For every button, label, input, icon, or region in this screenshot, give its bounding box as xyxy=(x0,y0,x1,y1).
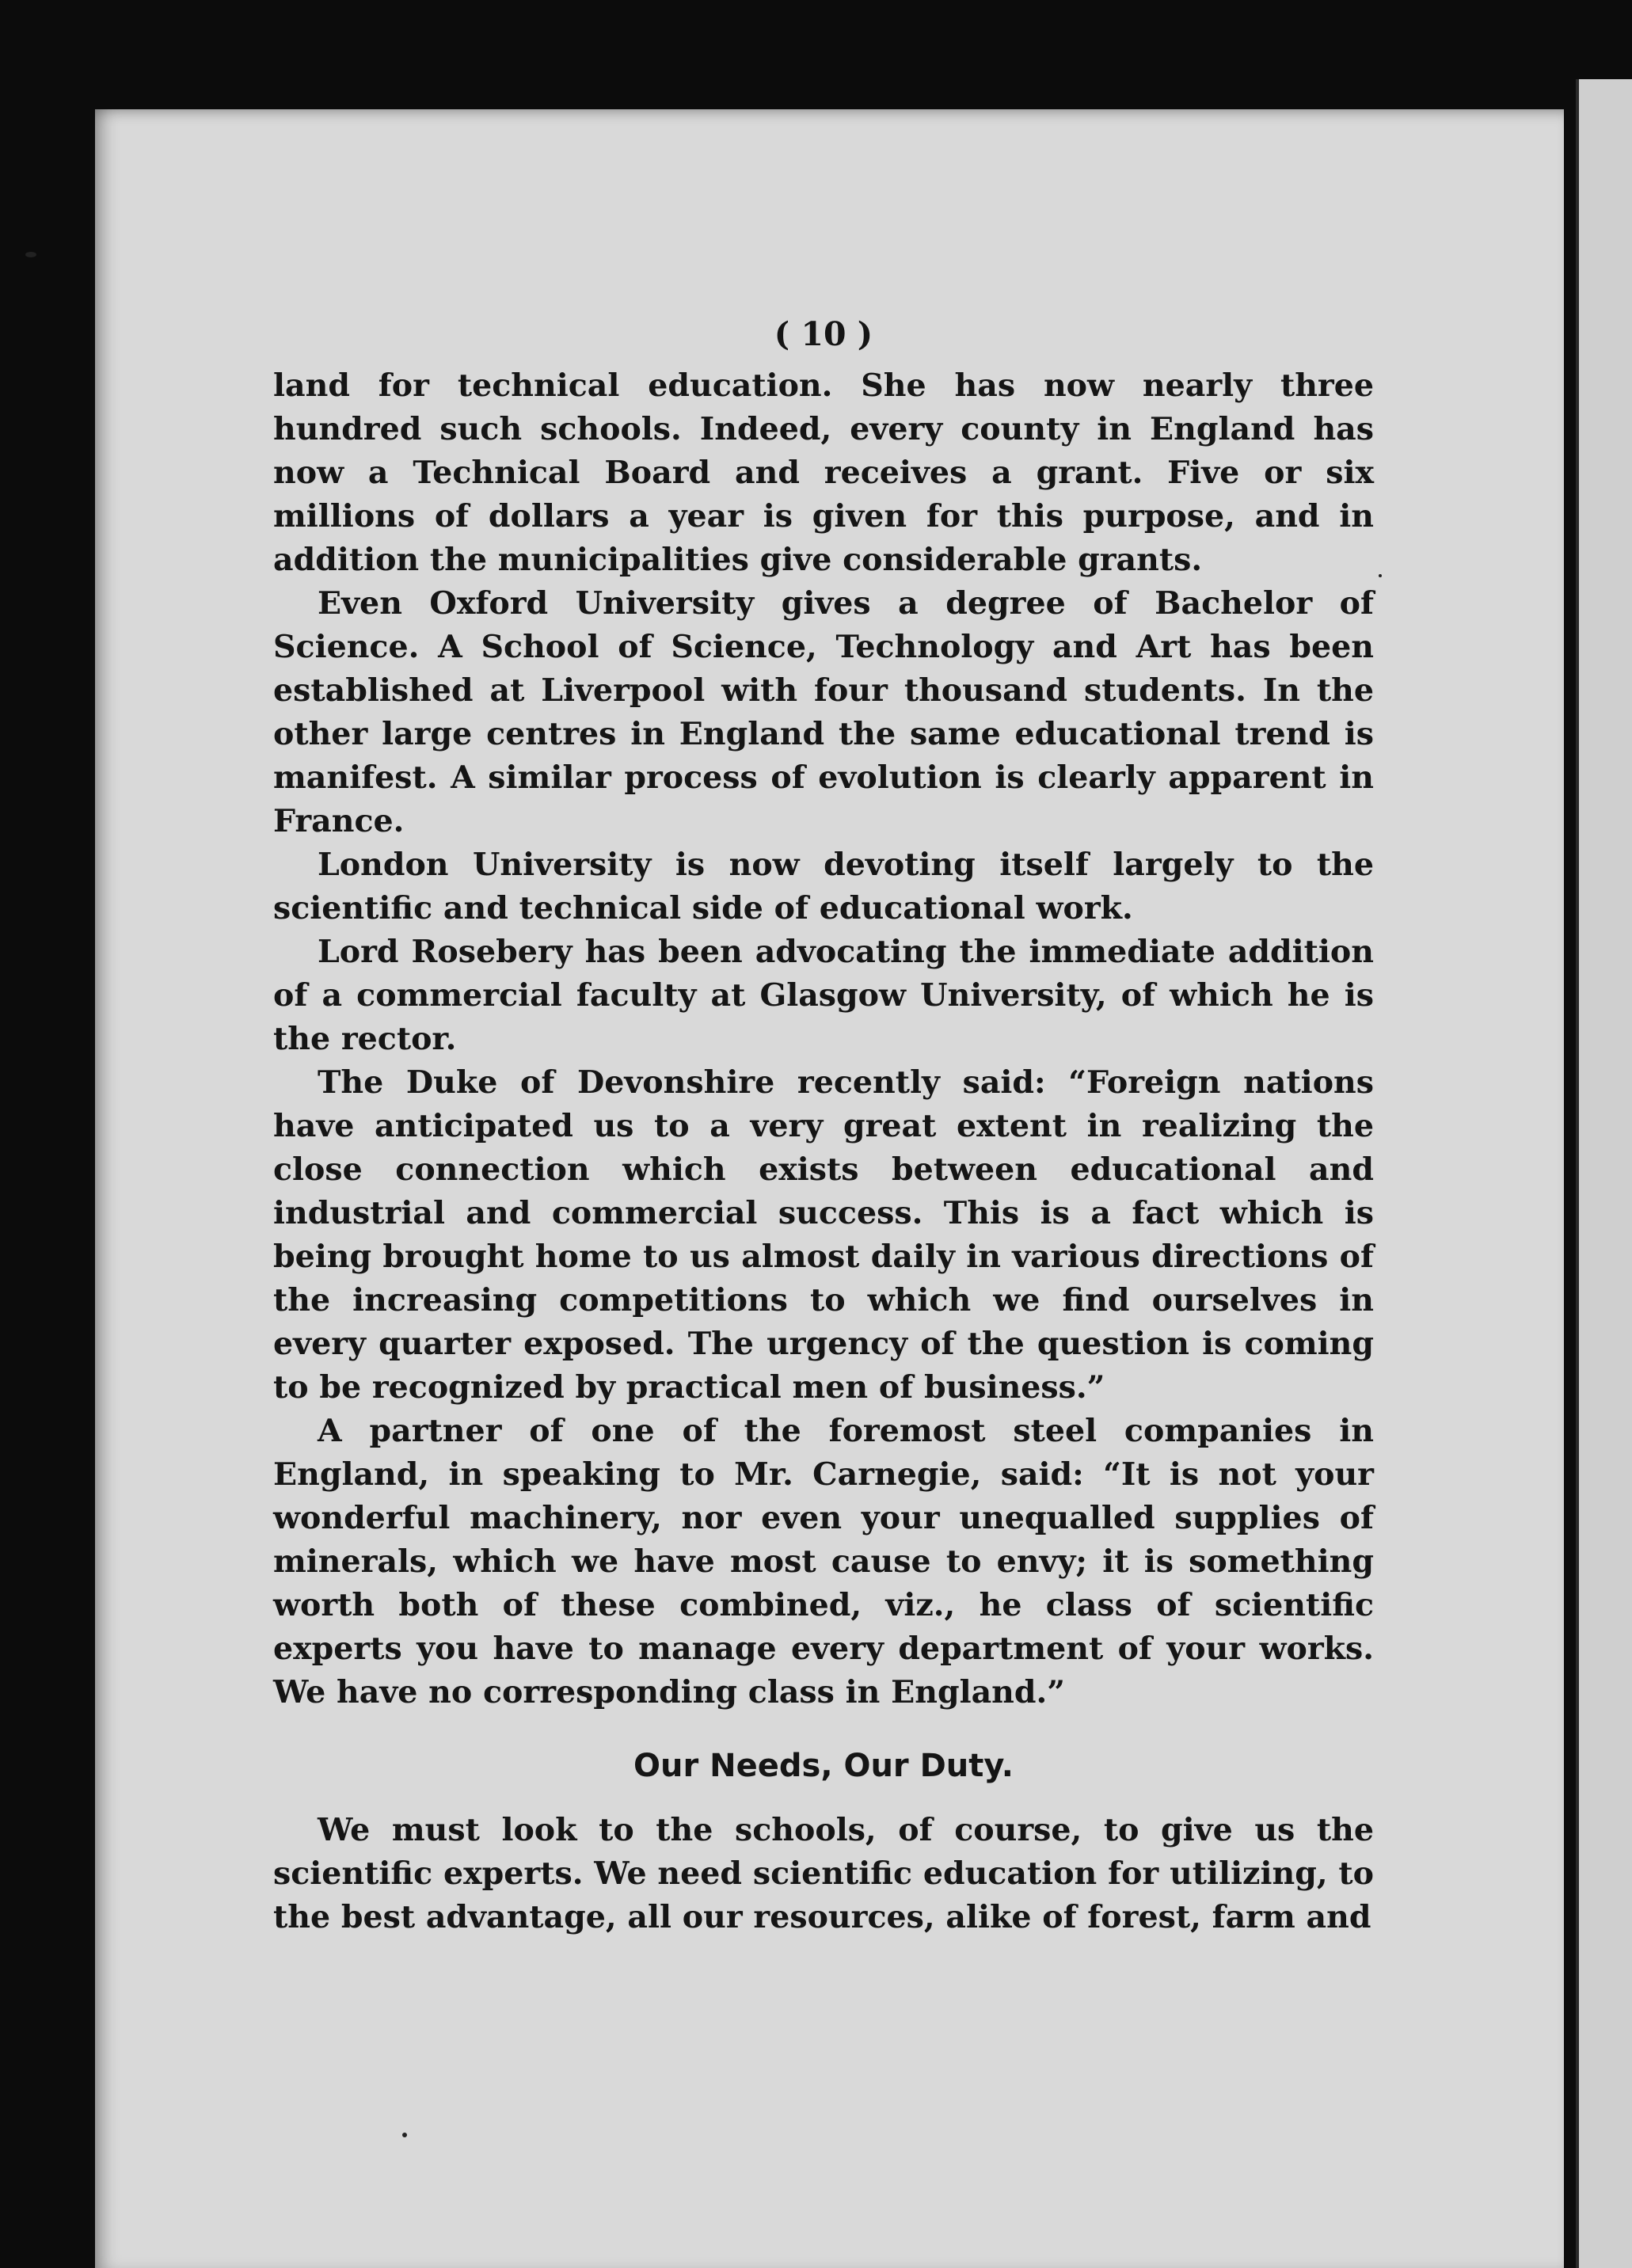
paragraph-lord-rosebery: Lord Rosebery has been advocating the immediate addition of a commercial faculty at Glasgow University, of which he is the rector. xyxy=(273,934,1374,1057)
scan-speck xyxy=(1379,574,1382,577)
paragraph-steel-partner: A partner of one of the foremost steel companies in England, in speaking to Mr. Carnegie, said: “It is not your wonderful machinery, nor even your unequalled supplies of minerals, which we have most cause to envy; it is something worth both of these combined, viz., he class of scientific experts you have to manage every department of your works. We have no corresponding class in England.” xyxy=(273,1413,1374,1711)
paragraph-our-needs: We must look to the schools, of course, to give us the scientific experts. We need scientific education for utilizing, to the best advantage, all our resources, alike of forest, farm and xyxy=(273,1812,1374,1935)
paragraph-oxford-liverpool: Even Oxford University gives a degree of Bachelor of Science. A School of Science, Technology and Art has been established at Liverpool with four thousand students. In the other large centres in England the same educational trend is manifest. A similar process of evolution is clearly apparent in France. xyxy=(273,585,1374,839)
scan-speck xyxy=(25,252,36,257)
paragraph-technical-education: land for technical education. She has now nearly three hundred such schools. Indeed, every county in England has now a Technical Board and receives a grant. Five or six millions of dollars a year is given for this purpose, and in addition the municipalities give considerable grants. xyxy=(273,367,1374,578)
paragraph-london-university: London University is now devoting itself largely to the scientific and technical side of educational work. xyxy=(273,847,1374,927)
page-number: ( 10 ) xyxy=(774,315,873,353)
section-heading: Our Needs, Our Duty. xyxy=(633,1748,1014,1784)
paragraph-duke-of-devonshire: The Duke of Devonshire recently said: “Foreign nations have anticipated us to a very great extent in realizing the close connection which exists between educational and industrial and commercial success. This is a fact which is being brought home to us almost daily in various directions of the increasing competitions to which we find ourselves in every quarter exposed. The urgency of the question is coming to be recognized by practical men of business.” xyxy=(273,1064,1374,1406)
scan-speck xyxy=(402,2133,407,2137)
page-text xyxy=(273,313,1374,1939)
facing-page-edge xyxy=(1576,79,1632,2268)
